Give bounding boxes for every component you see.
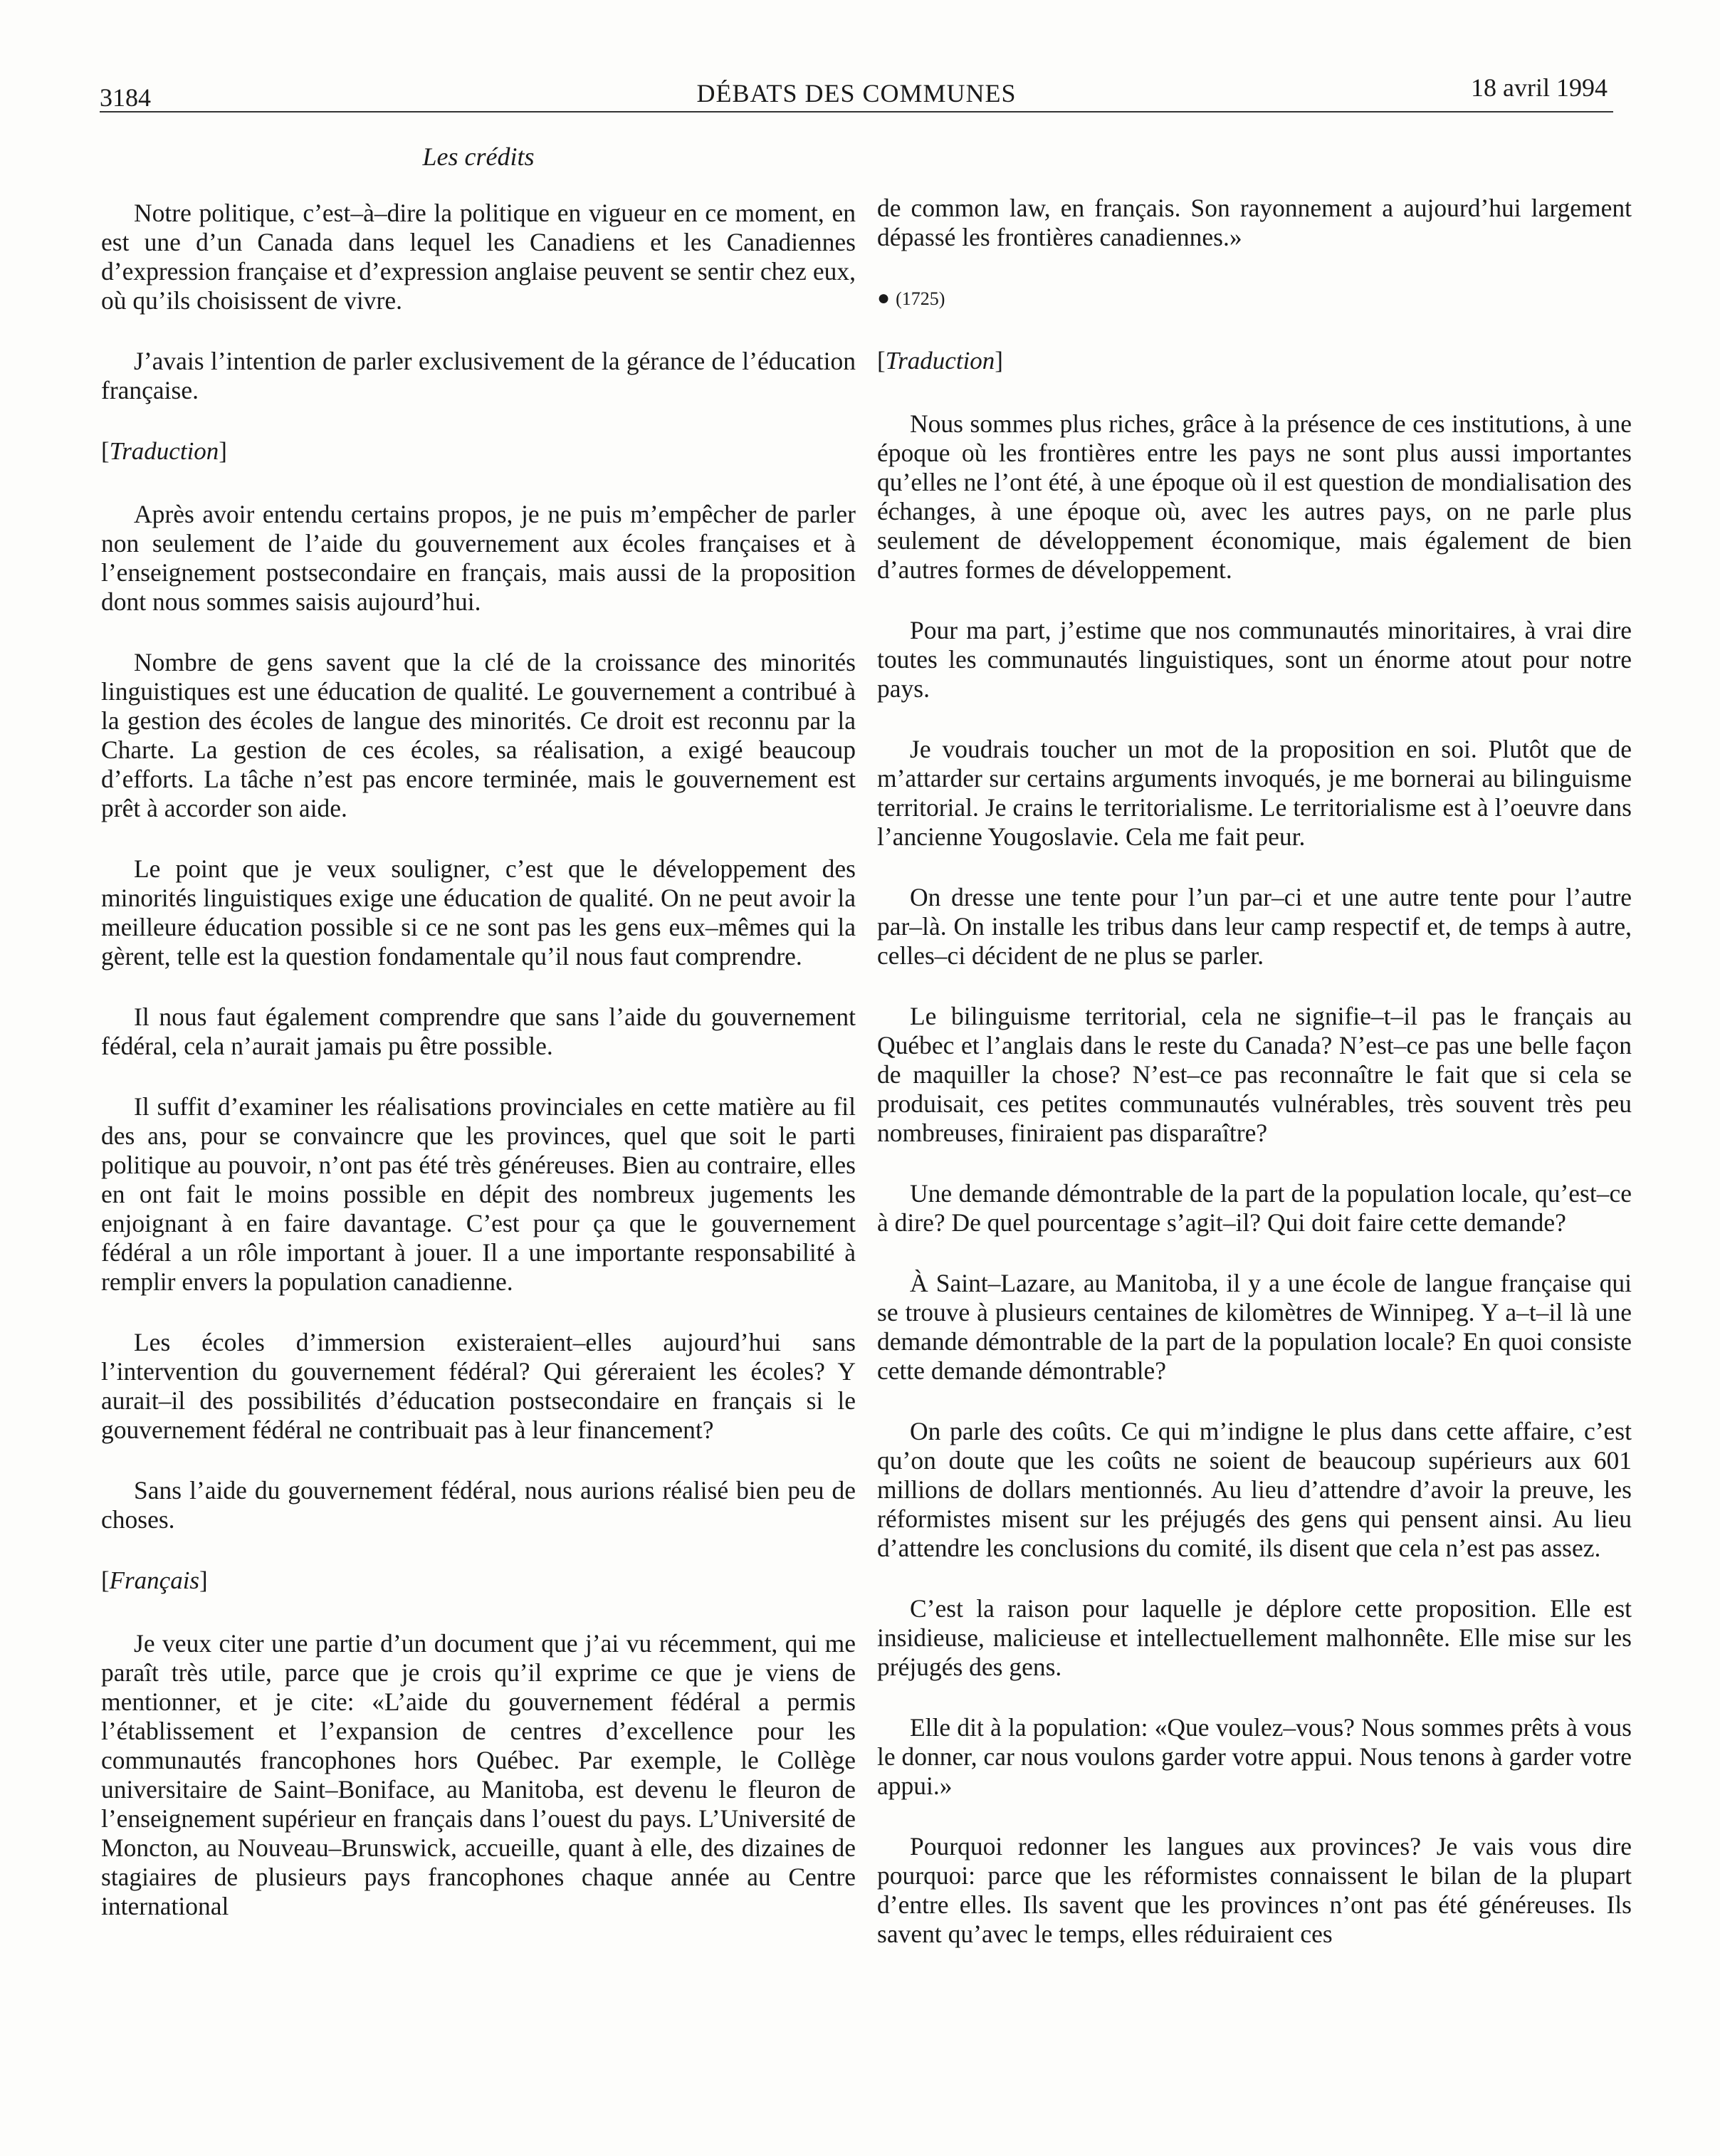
paragraph: Il suffit d’examiner les réalisations provinciales en cette matière au fil des ans, pour se convaincre que les provinces, quel que soit le parti politique au pouvoir, n’ont pas été très généreuses. Bien au contraire, elles en ont fait le moins possible en dépit des nombreux jugements les enjoignant à en faire davantage. C’est pour ça que le gouvernement fédéral a un rôle important à jouer. Il a une importante responsabilité à remplir envers la population canadienne. (101, 1092, 856, 1296)
paragraph: Une demande démontrable de la part de la population locale, qu’est–ce à dire? De quel pourcentage s’agit–il? Qui doit faire cette demande? (877, 1179, 1632, 1237)
paragraph: Sans l’aide du gouvernement fédéral, nous aurions réalisé bien peu de choses. (101, 1476, 856, 1534)
language-tag-traduction: [Traduction] (877, 347, 1003, 375)
paragraph: On parle des coûts. Ce qui m’indigne le plus dans cette affaire, c’est qu’on doute que les coûts ne soient de beaucoup supérieurs aux 601 millions de dollars mentionnés. Au lieu d’attendre d’avoir la preuve, les réformistes misent sur les préjugés des gens qui pensent ainsi. Au lieu d’attendre les conclusions du comité, ils disent que cela n’est pas assez. (877, 1417, 1632, 1562)
paragraph: Je voudrais toucher un mot de la proposition en soi. Plutôt que de m’attarder sur certains arguments invoqués, je me bornerai au bilinguisme territorial. Je crains le territorialisme. Le territorialisme est à l’oeuvre dans l’ancienne Yougoslavie. Cela me fait peur. (877, 735, 1632, 851)
paragraph: Je veux citer une partie d’un document que j’ai vu récemment, qui me paraît très utile, parce que je crois qu’il exprime ce que je viens de mentionner, et je cite: «L’aide du gouvernement fédéral a permis l’établissement et l’expansion de centres d’excellence pour les communautés francophones hors Québec. Par exemple, le Collège universitaire de Saint–Boniface, au Manitoba, est devenu le fleuron de l’enseignement supérieur en français dans l’ouest du pays. L’Université de Moncton, au Nouveau–Brunswick, accueille, quant à elle, des dizaines de stagiaires de plusieurs pays francophones chaque année au Centre international (101, 1629, 856, 1920)
paragraph: Elle dit à la population: «Que voulez–vous? Nous sommes prêts à vous le donner, car nous voulons garder votre appui. Nous tenons à garder votre appui.» (877, 1713, 1632, 1800)
paragraph: Le point que je veux souligner, c’est que le développement des minorités linguistiques exige une éducation de qualité. On ne peut avoir la meilleure éducation possible si ce ne sont pas les gens eux–mêmes qui la gèrent, telle est la question fondamentale qu’il nous faut comprendre. (101, 854, 856, 970)
paragraph: J’avais l’intention de parler exclusivement de la gérance de l’éducation française. (101, 347, 856, 404)
paragraph: Pour ma part, j’estime que nos communautés minoritaires, à vrai dire toutes les communautés linguistiques, sont un énorme atout pour notre pays. (877, 616, 1632, 703)
time-marker-label: (1725) (896, 288, 945, 309)
paragraph: On dresse une tente pour l’un par–ci et une autre tente pour l’autre par–là. On installe les tribus dans leur camp respectif et, de temps à autre, celles–ci décident de ne plus se parler. (877, 883, 1632, 970)
journal-title: DÉBATS DES COMMUNES (696, 79, 1017, 108)
paragraph: de common law, en français. Son rayonnement a aujourd’hui largement dépassé les frontières canadiennes.» (877, 194, 1632, 251)
paragraph: Le bilinguisme territorial, cela ne signifie–t–il pas le français au Québec et l’anglais dans le reste du Canada? N’est–ce pas une belle façon de maquiller la chose? N’est–ce pas reconnaître le fait que si cela se produisait, ces petites communautés vulnérables, très souvent très peu nombreuses, finiraient pas disparaître? (877, 1002, 1632, 1147)
paragraph: Les écoles d’immersion existeraient–elles aujourd’hui sans l’intervention du gouvernement fédéral? Qui géreraient les écoles? Y aurait–il des possibilités d’éducation postsecondaire en français si le gouvernement fédéral ne contribuait pas à leur financement? (101, 1328, 856, 1444)
paragraph: Après avoir entendu certains propos, je ne puis m’empêcher de parler non seulement de l’aide du gouvernement aux écoles françaises et à l’enseignement postsecondaire en français, mais aussi de la proposition dont nous sommes saisis aujourd’hui. (101, 500, 856, 616)
bullet-icon: ● (877, 286, 891, 310)
paragraph: À Saint–Lazare, au Manitoba, il y a une école de langue française qui se trouve à plusieurs centaines de kilomètres de Winnipeg. Y a–t–il là une demande démontrable de la part de la population locale? En quoi consiste cette demande démontrable? (877, 1269, 1632, 1385)
section-heading: Les crédits (422, 142, 535, 171)
time-marker (877, 283, 1632, 313)
right-column (877, 194, 1632, 1980)
paragraph: C’est la raison pour laquelle je déplore cette proposition. Elle est insidieuse, malicieuse et intellectuellement malhonnête. Elle mise sur les préjugés des gens. (877, 1594, 1632, 1681)
page-header (100, 68, 1613, 112)
paragraph: Nombre de gens savent que la clé de la croissance des minorités linguistiques est une éducation de qualité. Le gouvernement a contribué à la gestion des écoles de langue des minorités. Ce droit est reconnu par la Charte. La gestion de ces écoles, sa réalisation, a exigé beaucoup d’efforts. La tâche n’est pas encore terminée, mais le gouvernement est prêt à accorder son aide. (101, 648, 856, 822)
language-tag-label: Traduction (885, 347, 995, 375)
paragraph: Nous sommes plus riches, grâce à la présence de ces institutions, à une époque où les frontières entre les pays ne sont plus aussi importantes qu’elles ne l’ont été, à une époque où il est question de mondialisation des échanges, à une époque où, avec les autres pays, on ne parle plus seulement de développement économique, mais également de bien d’autres formes de développement. (877, 409, 1632, 584)
language-tag-traduction: [Traduction] (101, 437, 227, 465)
language-tag-francais: [Français] (101, 1566, 208, 1594)
language-tag-label: Français (109, 1566, 200, 1594)
left-column (101, 142, 856, 1952)
page-number: 3184 (100, 83, 151, 112)
paragraph: Notre politique, c’est–à–dire la politique en vigueur en ce moment, en est une d’un Canada dans lequel les Canadiens et les Canadiennes d’expression française et d’expression anglaise peuvent se sentir chez eux, où qu’ils choisissent de vivre. (101, 199, 856, 315)
paragraph: Pourquoi redonner les langues aux provinces? Je vais vous dire pourquoi: parce que les réformistes connaissent le bilan de la plupart d’entre elles. Ils savent que les provinces n’ont pas été généreuses. Ils savent qu’avec le temps, elles réduiraient ces (877, 1832, 1632, 1948)
paragraph: Il nous faut également comprendre que sans l’aide du gouvernement fédéral, cela n’aurait jamais pu être possible. (101, 1003, 856, 1060)
issue-date: 18 avril 1994 (1471, 73, 1608, 102)
language-tag-label: Traduction (109, 437, 219, 465)
